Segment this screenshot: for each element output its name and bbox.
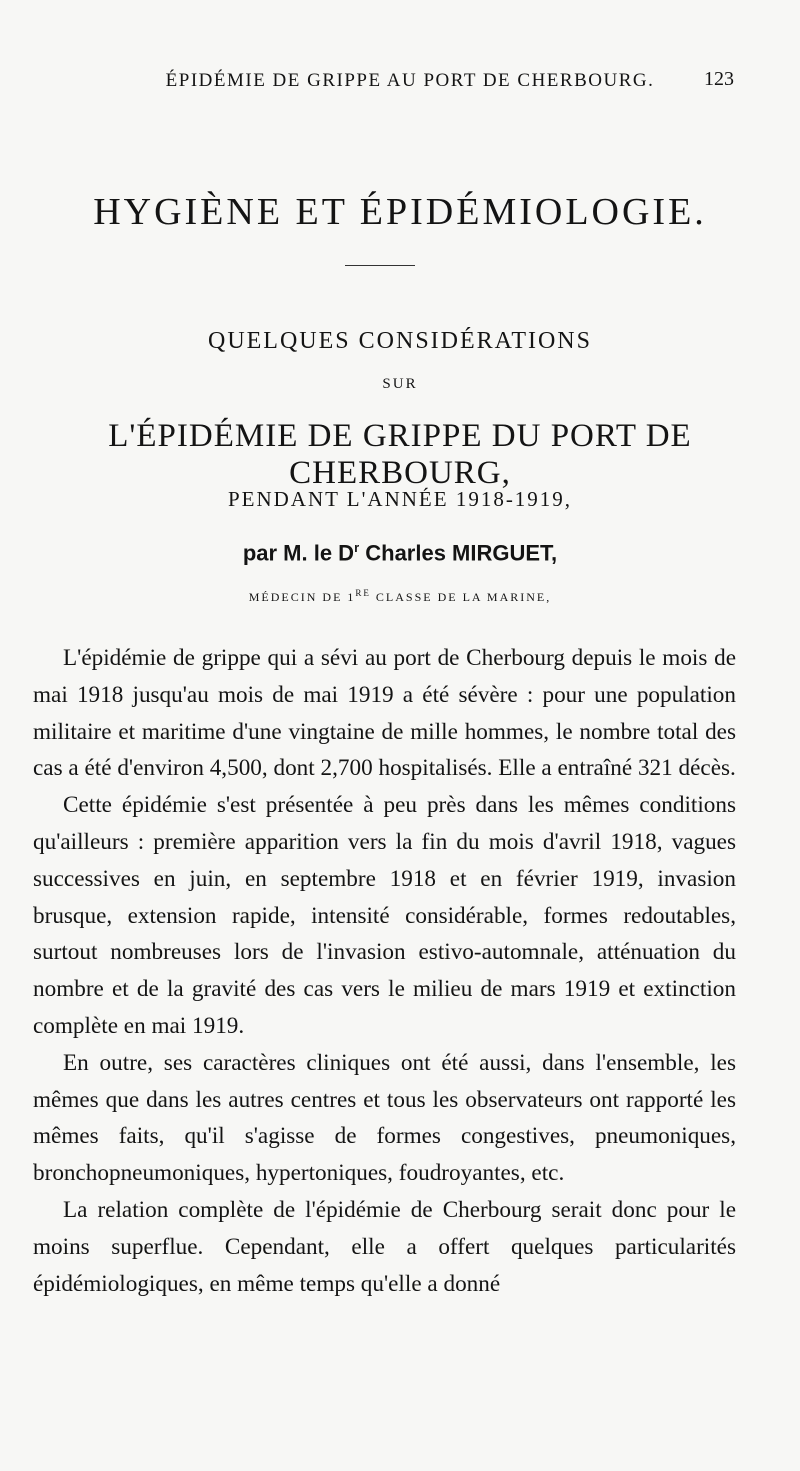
running-head: ÉPIDÉMIE DE GRIPPE AU PORT DE CHERBOURG. xyxy=(165,70,655,91)
section-title: HYGIÈNE ET ÉPIDÉMIOLOGIE. xyxy=(93,191,707,233)
author-affiliation xyxy=(0,588,800,605)
byline-author-name: Charles MIRGUET, xyxy=(359,540,558,566)
body-paragraph-3: En outre, ses caractères cliniques ont été aussi, dans l'ensemble, les mêmes que dans les autres centres et tous les observateurs ont rapporté les mêmes faits, qu'il s'agisse de formes congestives, pneumoniques, bronchopneumoniques, hypertoniques, foudroyantes, etc. xyxy=(33,1049,736,1187)
byline-superscript: r xyxy=(354,540,360,555)
section-divider xyxy=(345,265,415,266)
article-title-date: PENDANT L'ANNÉE 1918-1919, xyxy=(227,487,573,511)
article-title-main: L'ÉPIDÉMIE DE GRIPPE DU PORT DE CHERBOURG, xyxy=(108,418,692,491)
article-title-sur: SUR xyxy=(382,376,418,392)
body-paragraph-4: La relation complète de l'épidémie de Cherbourg serait donc pour le moins superflue. Cependant, elle a offert quelques particularités épidémiologiques, en même temps qu'elle a donné xyxy=(33,1196,736,1297)
affiliation-superscript: RE xyxy=(355,588,371,598)
affiliation-suffix: CLASSE DE LA MARINE, xyxy=(370,590,552,604)
body-paragraph-2: Cette épidémie s'est présentée à peu près dans les mêmes conditions qu'ailleurs : première apparition vers la fin du mois d'avril 1918, vagues successives en juin, en septembre 1918 et en février 1919, invasion brusque, extension rapide, intensité considérable, formes redoutables, surtout nombreuses lors de l'invasion estivo-automnale, atténuation du nombre et de la gravité des cas vers le milieu de mars 1919 et extinction complète en mai 1919. xyxy=(33,792,736,1039)
article-title-line-1: QUELQUES CONSIDÉRATIONS xyxy=(207,328,592,354)
affiliation-prefix: MÉDECIN DE 1 xyxy=(248,590,356,604)
byline-prefix: par M. le D xyxy=(242,540,355,566)
page-number: 123 xyxy=(704,68,734,90)
byline xyxy=(0,540,800,566)
body-text xyxy=(33,640,736,1302)
body-paragraph-1: L'épidémie de grippe qui a sévi au port de Cherbourg depuis le mois de mai 1918 jusqu'au mois de mai 1919 a été sévère : pour une population militaire et maritime d'une vingtaine de mille hommes, le nombre total des cas a été d'environ 4,500, dont 2,700 hospitalisés. Elle a entraîné 321 décès. xyxy=(33,645,736,782)
